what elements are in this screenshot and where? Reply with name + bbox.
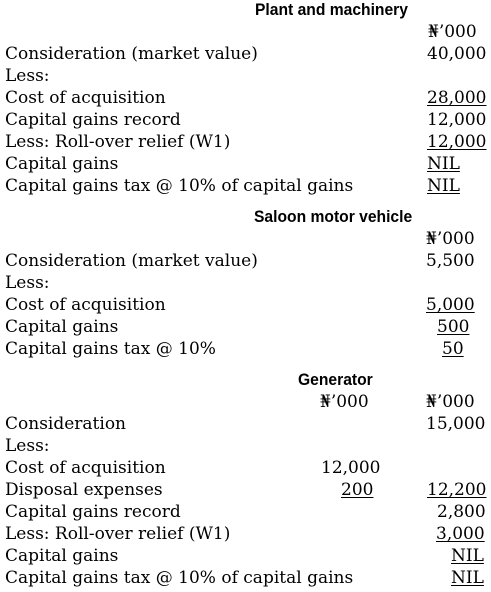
generator-row-label: Capital gains tax @ 10% of capital gains [5,568,354,588]
plant-row-amount: 28,000 [427,88,487,108]
plant-row-amount: 40,000 [427,44,487,64]
generator-row-label: Cost of acquisition [5,458,166,478]
saloon-currency-header: ₦’000 [426,229,475,249]
plant-row-amount: 12,000 [427,110,487,130]
plant-row-label: Capital gains [5,154,119,174]
generator-row-amount: 12,200 [427,480,487,500]
plant-row-label: Cost of acquisition [5,88,166,108]
saloon-row-label: Capital gains tax @ 10% [5,339,216,359]
plant-row-label: Consideration (market value) [5,44,258,64]
saloon-row-label: Cost of acquisition [5,295,166,315]
saloon-row-label: Capital gains [5,317,119,337]
plant-heading: Plant and machinery [255,0,408,19]
generator-row-label: Consideration [5,414,127,434]
generator-row-label: Less: [5,436,50,456]
generator-row-label: Disposal expenses [5,480,163,500]
generator-row-mid-amount: 12,000 [321,458,381,478]
plant-row-amount: 12,000 [427,132,487,152]
generator-currency-mid-header: ₦’000 [320,392,369,412]
plant-row-label: Capital gains tax @ 10% of capital gains [5,176,354,196]
plant-row-label: Capital gains record [5,110,181,130]
saloon-row-amount: 50 [442,339,464,359]
plant-currency-header: ₦’000 [428,22,477,42]
generator-heading: Generator [298,370,373,389]
plant-row-label: Less: [5,66,50,86]
plant-row-label: Less: Roll-over relief (W1) [5,132,231,152]
generator-row-amount: NIL [451,546,484,566]
saloon-row-label: Less: [5,273,50,293]
generator-currency-right-header: ₦’000 [426,392,475,412]
saloon-row-amount: 5,000 [426,295,475,315]
saloon-row-label: Consideration (market value) [5,251,258,271]
generator-row-amount: 15,000 [426,414,486,434]
saloon-row-amount: 5,500 [426,251,475,271]
generator-row-mid-amount: 200 [341,480,374,500]
generator-row-amount: NIL [451,568,484,588]
generator-row-label: Capital gains [5,546,119,566]
saloon-row-amount: 500 [437,317,470,337]
plant-row-amount: NIL [427,176,460,196]
generator-row-label: Less: Roll-over relief (W1) [5,524,231,544]
generator-row-amount: 2,800 [437,502,486,522]
generator-row-label: Capital gains record [5,502,181,522]
plant-row-amount: NIL [427,154,460,174]
generator-row-amount: 3,000 [436,524,485,544]
saloon-heading: Saloon motor vehicle [254,207,413,226]
